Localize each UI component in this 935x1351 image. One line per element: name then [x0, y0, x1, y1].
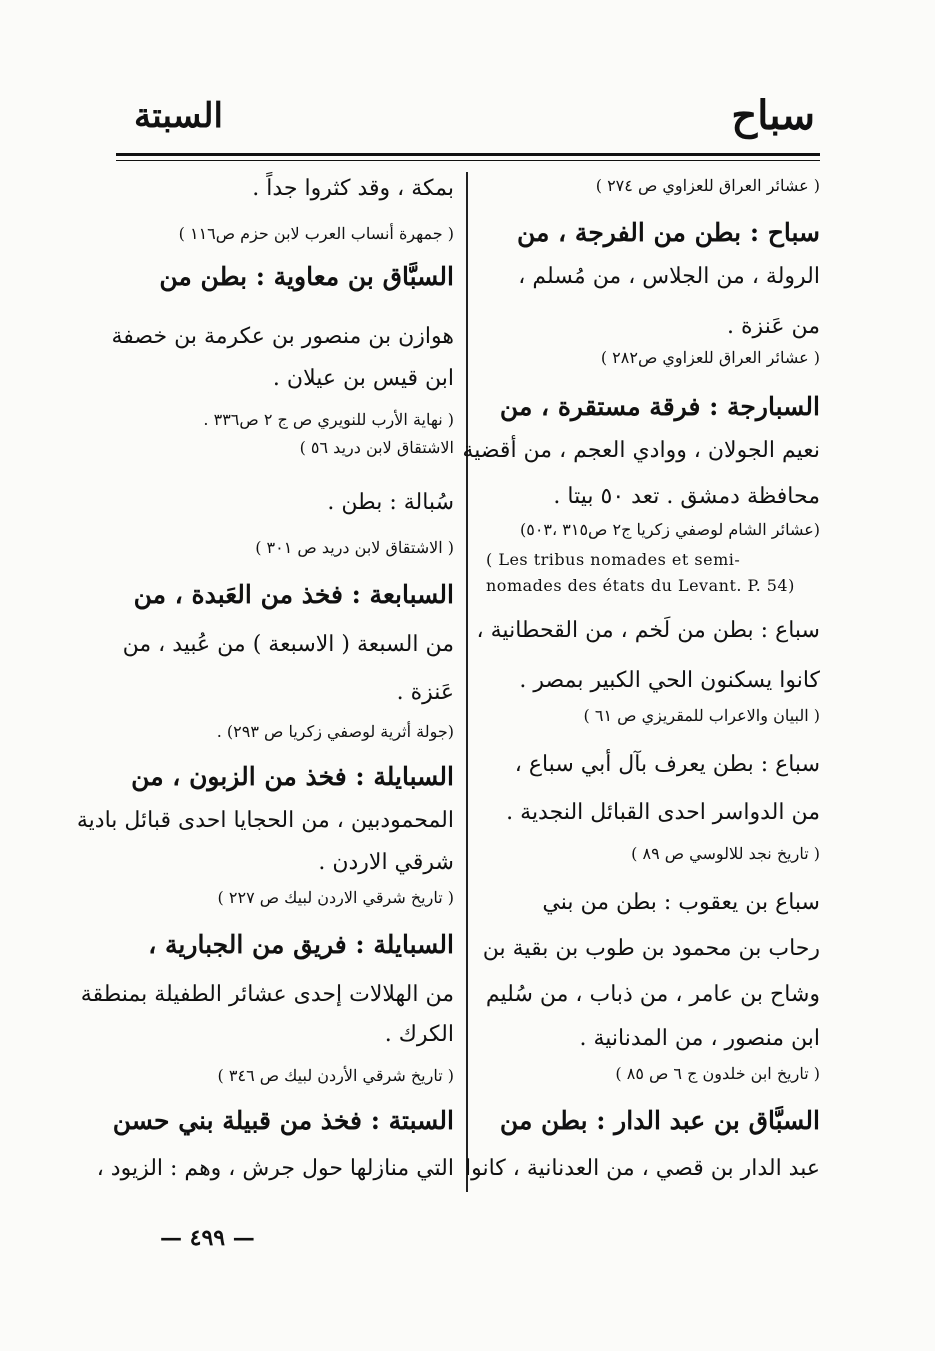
- left-column-line: ( تاريخ شرقي الأردن لبيك ص ٣٤٦ ): [217, 1066, 454, 1085]
- left-column-line: ( نهاية الأرب للنويري ص ج ٢ ص٣٣٦ .: [203, 410, 454, 429]
- left-column-line: عَنزة .: [396, 680, 454, 705]
- right-column-line: ابن منصور ، من المدنانية .: [579, 1026, 820, 1051]
- left-column-line: السبايلة : فخذ من الزبون ، من: [131, 762, 454, 791]
- left-column-line: ( جمهرة أنساب العرب لابن حزم ص١١٦ ): [178, 224, 454, 243]
- right-column-line: سباع بن يعقوب : بطن من بني: [542, 890, 820, 915]
- right-column-line: كانوا يسكنون الحي الكبير بمصر .: [519, 668, 820, 693]
- right-column-line: الرولة ، من الجلاس ، من مُسلم ،: [518, 264, 820, 289]
- left-column-line: ابن قيس بن عيلان .: [272, 366, 454, 391]
- column-divider: [466, 172, 468, 1192]
- right-column-line: ( عشائر العراق للعزاوي ص٢٨٢ ): [600, 348, 820, 367]
- left-column-line: السبابعة : فخذ من العَبدة ، من: [133, 580, 454, 609]
- left-column-line: التي منازلها حول جرش ، وهم : الزيود ،: [96, 1156, 454, 1181]
- right-column-line: nomades des états du Levant. P. 54): [486, 576, 795, 595]
- left-column-line: السبَّاق بن معاوية : بطن من: [159, 262, 454, 291]
- left-column-line: من الهلالات إحدى عشائر الطفيلة بمنطقة: [80, 982, 454, 1007]
- right-column-line: محافظة دمشق . تعد ٥٠ بيتا .: [553, 484, 820, 509]
- right-column-line: (عشائر الشام لوصفي زكريا ج٢ ص٣١٥ ،٥٠٣): [519, 520, 820, 539]
- right-column-line: سباع : بطن يعرف بآل أبي سباع ،: [514, 752, 820, 777]
- left-column-line: الكرك .: [384, 1022, 454, 1047]
- left-column-line: (جولة أثرية لوصفي زكريا ص ٢٩٣) .: [216, 722, 454, 741]
- left-column-line: السبايلة : فريق من الجبارية ،: [148, 930, 454, 959]
- right-column-line: ( Les tribus nomades et semi-: [486, 550, 741, 569]
- left-column-line: المحمودبين ، من الحجايا احدى قبائل بادية: [76, 808, 454, 833]
- left-column-line: هوازن بن منصور بن عكرمة بن خصفة: [111, 324, 454, 349]
- left-column-line: ( الاشتقاق لابن دريد ص ٣٠١ ): [255, 538, 454, 557]
- right-column-line: ( البيان والاعراب للمقريزي ص ٦١ ): [583, 706, 820, 725]
- header-left-title: السبتة: [134, 96, 223, 136]
- right-column-line: عبد الدار بن قصي ، من العدنانية ، كانوا: [464, 1156, 820, 1181]
- right-column-line: وشاح بن عامر ، من ذباب ، من سُليم: [485, 982, 820, 1007]
- right-column-line: ( تاريخ نجد للالوسي ص ٨٩ ): [631, 844, 820, 863]
- header-rule-thin: [116, 160, 820, 161]
- left-column-line: الاشتقاق لابن دريد ٥٦ ): [299, 438, 454, 457]
- right-column-line: من عَنزة .: [727, 314, 820, 339]
- left-column-line: ( تاريخ شرقي الاردن لبيك ص ٢٢٧ ): [217, 888, 454, 907]
- left-column-line: السبتة : فخذ من قبيلة بني حسن: [112, 1106, 454, 1135]
- page-number: — ٤٩٩ —: [160, 1225, 255, 1251]
- right-column-line: ( تاريخ ابن خلدون ج ٦ ص ٨٥ ): [615, 1064, 820, 1083]
- right-column-line: من الدواسر احدى القبائل النجدية .: [506, 800, 820, 825]
- header-rule-thick: [116, 153, 820, 156]
- left-column-line: شرقي الاردن .: [318, 850, 454, 875]
- right-column-line: سباع : بطن من لَخم ، من القحطانية ،: [476, 618, 820, 643]
- right-column-line: رحاب بن محمود بن طوب بن بقية بن: [482, 936, 820, 961]
- right-column-line: ( عشائر العراق للعزاوي ص ٢٧٤ ): [595, 176, 820, 195]
- left-column-line: من السبعة ( الاسبعة ) من عُبيد ، من: [122, 632, 454, 657]
- right-column-line: نعيم الجولان ، ووادي العجم ، من أقضية: [462, 438, 820, 463]
- header-right-title: سباح: [731, 92, 815, 139]
- left-column-line: سُبالة : بطن .: [327, 490, 454, 515]
- right-column-line: سباح : بطن من الفرجة ، من: [517, 218, 820, 247]
- right-column-line: السبَّاق بن عبد الدار : بطن من: [499, 1106, 820, 1135]
- right-column-line: السبارجة : فرقة مستقرة ، من: [499, 392, 820, 421]
- left-column-line: بمكة ، وقد كثروا جداً .: [252, 176, 454, 201]
